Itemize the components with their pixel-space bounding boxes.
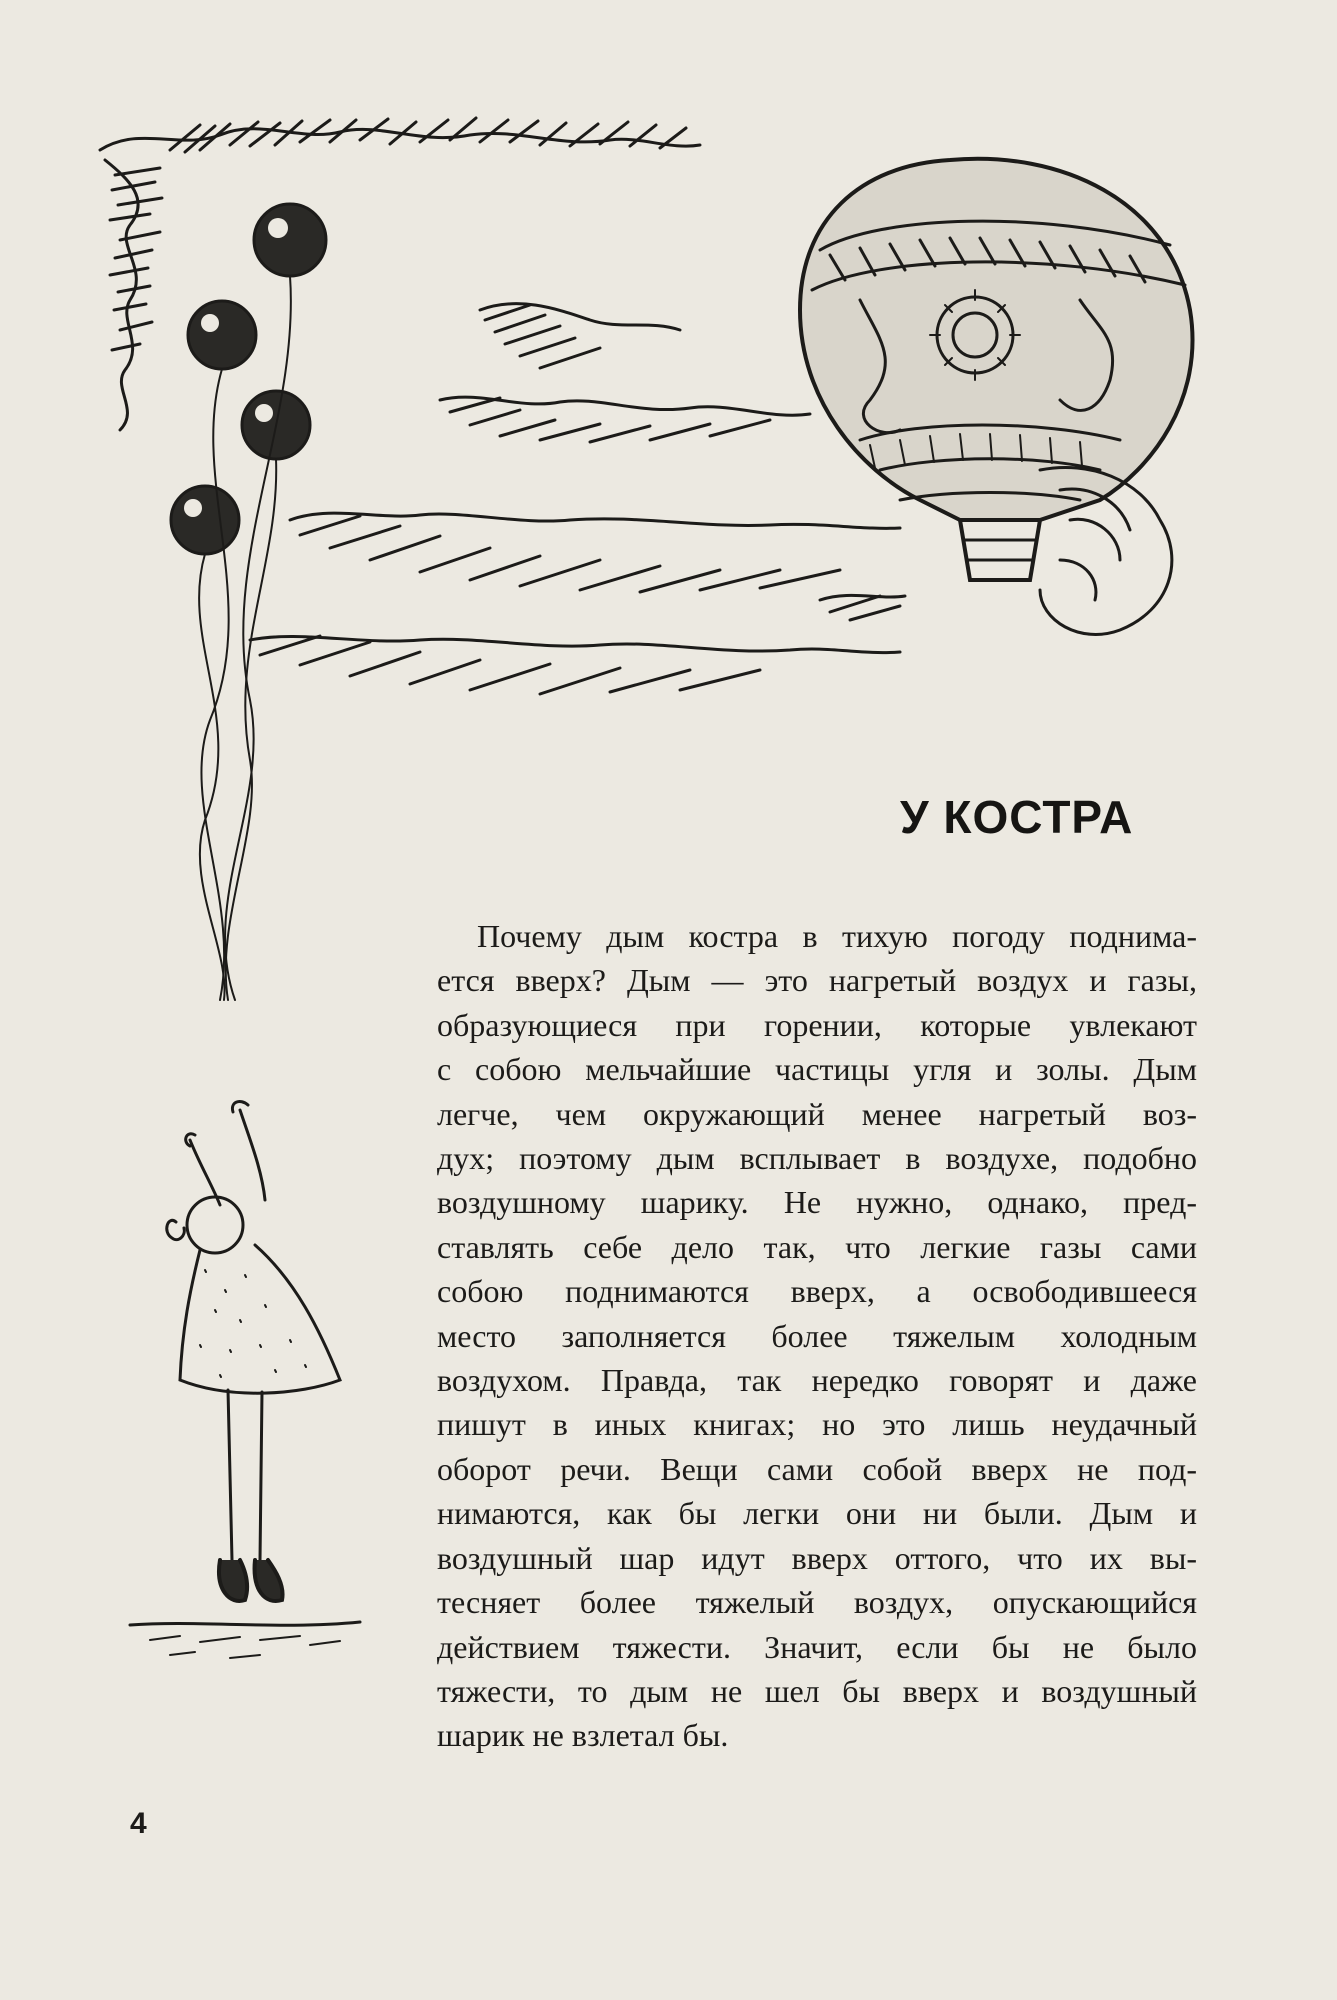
toy-balloons	[171, 204, 326, 1000]
article-body	[437, 914, 1197, 1758]
body-line: пишут в иных книгах; но это лишь неудачный	[437, 1406, 1197, 1443]
body-line: с собою мельчайшие частицы угля и золы. Дым	[437, 1051, 1197, 1088]
page-number: 4	[130, 1807, 147, 1840]
body-line: воздушному шарику. Не нужно, однако, пред-	[437, 1184, 1197, 1221]
body-line: воздушный шар идут вверх оттого, что их вы-	[437, 1539, 1197, 1576]
body-line: ставлять себе дело так, что легкие газы сами	[437, 1228, 1197, 1265]
body-line: тяжести, то дым не шел бы вверх и воздушный	[437, 1672, 1197, 1709]
hot-air-balloon	[800, 159, 1193, 635]
body-line: легче, чем окружающий менее нагретый воз-	[437, 1095, 1197, 1132]
body-line: шарик не взлетал бы.	[437, 1717, 729, 1754]
body-line: действием тяжести. Значит, если бы не было	[437, 1628, 1197, 1665]
body-line: ется вверх? Дым — это нагретый воздух и газы,	[437, 962, 1197, 999]
cloud-band-top	[100, 118, 700, 430]
body-line: оборот речи. Вещи сами собой вверх не под-	[437, 1450, 1197, 1487]
body-line: Почему дым костра в тихую погоду поднима-	[477, 918, 1197, 954]
body-line: место заполняется более тяжелым холодным	[437, 1317, 1197, 1354]
body-line: образующиеся при горении, которые увлекают	[437, 1006, 1197, 1043]
body-line: нимаются, как бы легки они ни были. Дым и	[437, 1495, 1197, 1532]
body-line: собою поднимаются вверх, а освободившееся	[437, 1273, 1197, 1310]
body-line: воздухом. Правда, так нередко говорят и даже	[437, 1362, 1197, 1399]
girl-figure	[167, 1101, 340, 1600]
ground	[130, 1622, 360, 1658]
article-title: У КОСТРА	[900, 791, 1134, 843]
body-line: дух; поэтому дым всплывает в воздухе, подобно	[437, 1140, 1197, 1177]
body-line: тесняет более тяжелый воздух, опускающийся	[437, 1584, 1197, 1621]
